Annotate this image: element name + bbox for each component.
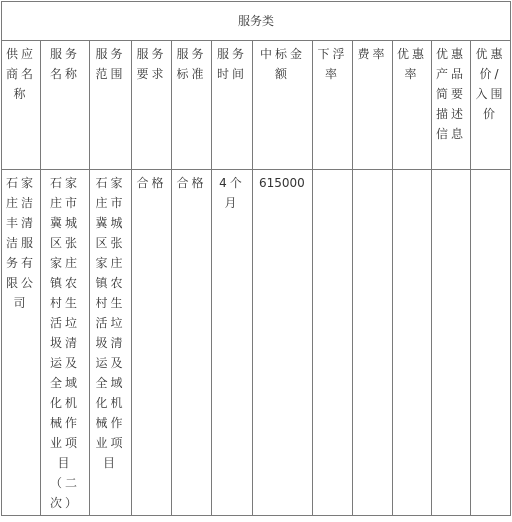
header-time: 服务时间 xyxy=(216,47,247,81)
header-cell xyxy=(253,41,313,170)
cell-service-scope: 石家庄市冀城区张家庄镇农村生活垃圾清运及全域化机械作业项目 xyxy=(95,176,126,470)
header-cell xyxy=(212,41,253,170)
cell-float-rate xyxy=(313,170,352,173)
header-requirement: 服务要求 xyxy=(136,47,167,81)
header-amount: 中标金额 xyxy=(259,47,305,81)
header-cell xyxy=(353,41,393,170)
cell-standard: 合格 xyxy=(176,176,207,190)
body-cell xyxy=(253,170,313,516)
header-cell xyxy=(393,41,432,170)
header-float-rate: 下浮率 xyxy=(317,47,348,81)
header-cell xyxy=(471,41,511,170)
body-cell xyxy=(471,170,511,516)
header-fee-rate: 费率 xyxy=(357,47,388,61)
body-cell xyxy=(132,170,172,516)
cell-time: 4个月 xyxy=(219,176,245,210)
body-cell xyxy=(172,170,212,516)
header-cell xyxy=(313,41,353,170)
header-cell xyxy=(432,41,471,170)
header-service-name: 服务名称 xyxy=(49,47,80,81)
service-table xyxy=(1,1,511,516)
header-cell xyxy=(41,41,90,170)
table-title: 服务类 xyxy=(2,2,511,41)
table-row xyxy=(2,170,511,516)
header-service-scope: 服务范围 xyxy=(95,47,126,81)
body-cell xyxy=(2,170,41,516)
cell-fee-rate xyxy=(353,170,392,173)
table-header-row xyxy=(2,41,511,170)
header-discount-price: 优惠价/入围价 xyxy=(475,47,506,121)
body-cell xyxy=(212,170,253,516)
table-title-row xyxy=(2,2,511,41)
cell-discount-price xyxy=(471,170,510,173)
cell-service-name: 石家庄市冀城区张家庄镇农村生活垃圾清运及全域化机械作业项目（二次） xyxy=(49,176,80,510)
cell-amount: 615000 xyxy=(259,176,305,190)
header-cell xyxy=(172,41,212,170)
body-cell xyxy=(393,170,432,516)
header-cell xyxy=(2,41,41,170)
body-cell xyxy=(432,170,471,516)
header-cell xyxy=(132,41,172,170)
header-discount-desc: 优惠产品简要描述信息 xyxy=(435,47,466,141)
cell-requirement: 合格 xyxy=(136,176,167,190)
body-cell xyxy=(90,170,132,516)
body-cell xyxy=(353,170,393,516)
cell-discount-desc xyxy=(432,170,470,173)
cell-supplier: 石家庄洁丰清洁服务有限公司 xyxy=(5,176,36,310)
body-cell xyxy=(41,170,90,516)
cell-discount-rate xyxy=(393,170,431,173)
header-standard: 服务标准 xyxy=(176,47,207,81)
header-cell xyxy=(90,41,132,170)
body-cell xyxy=(313,170,353,516)
header-supplier: 供应商名称 xyxy=(5,47,36,101)
header-discount-rate: 优惠率 xyxy=(396,47,427,81)
